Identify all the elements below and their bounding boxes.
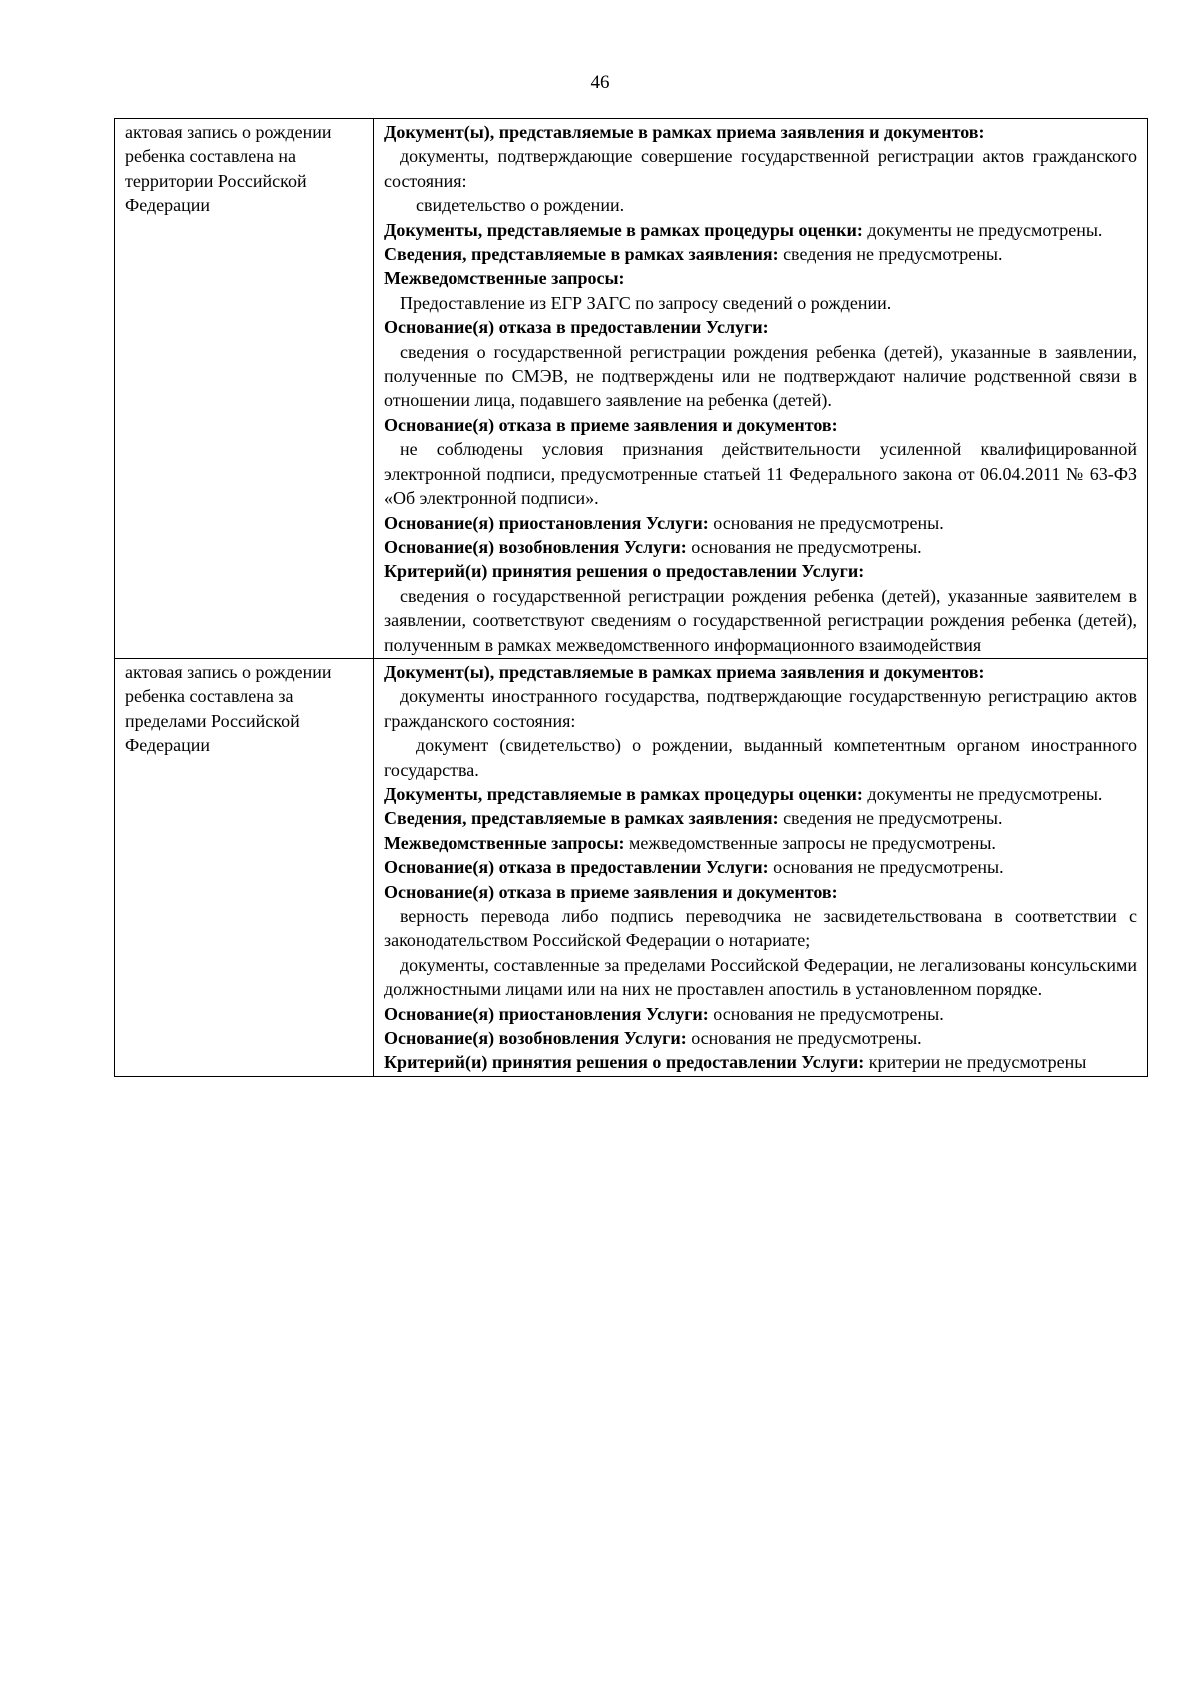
resumption-paragraph bbox=[384, 535, 1137, 559]
documents-title: Документ(ы), представляемые в рамках приема заявления и документов: bbox=[384, 661, 985, 682]
resumption-title: Основание(я) возобновления Услуги: bbox=[384, 1028, 687, 1049]
evaluation-title: Документы, представляемые в рамках процедуры оценки: bbox=[384, 219, 863, 240]
documents-text: документы иностранного государства, подтверждающие государственную регистрацию актов гражданского состояния: bbox=[384, 686, 1137, 731]
suspension-text: основания не предусмотрены. bbox=[708, 512, 944, 533]
documents-sub: свидетельство о рождении. bbox=[416, 195, 625, 216]
resumption-text: основания не предусмотрены. bbox=[686, 536, 922, 557]
resumption-paragraph bbox=[384, 1026, 1137, 1050]
table-row bbox=[115, 119, 1148, 659]
criteria-text: сведения о государственной регистрации рождения ребенка (детей), указанные заявителем в заявлении, соответствуют сведениям о государственной регистрации рождения ребенка (детей), полученным в рамках межведомственного информационного взаимодействия bbox=[384, 585, 1137, 655]
refusal-service-paragraph bbox=[384, 855, 1137, 879]
evaluation-text: документы не предусмотрены. bbox=[862, 219, 1103, 240]
refusal-service-title: Основание(я) отказа в предоставлении Услуги: bbox=[384, 857, 769, 878]
requests-text: межведомственные запросы не предусмотрены. bbox=[624, 832, 996, 853]
details-cell bbox=[374, 658, 1148, 1076]
service-conditions-table bbox=[114, 118, 1148, 1077]
refusal-service-title: Основание(я) отказа в предоставлении Услуги: bbox=[384, 317, 769, 338]
suspension-title: Основание(я) приостановления Услуги: bbox=[384, 512, 709, 533]
info-title: Сведения, представляемые в рамках заявления: bbox=[384, 244, 779, 265]
info-text: сведения не предусмотрены. bbox=[778, 808, 1003, 829]
condition-cell bbox=[115, 119, 374, 659]
resumption-text: основания не предусмотрены. bbox=[686, 1028, 922, 1049]
page-number: 46 bbox=[590, 72, 610, 93]
documents-sub: документ (свидетельство) о рождении, выданный компетентным органом иностранного государства. bbox=[384, 735, 1137, 780]
details-cell bbox=[374, 119, 1148, 659]
suspension-text: основания не предусмотрены. bbox=[708, 1003, 944, 1024]
evaluation-title: Документы, представляемые в рамках процедуры оценки: bbox=[384, 783, 863, 804]
info-paragraph bbox=[384, 806, 1137, 830]
info-text: сведения не предусмотрены. bbox=[778, 244, 1003, 265]
condition-cell bbox=[115, 658, 374, 1076]
requests-text: Предоставление из ЕГР ЗАГС по запросу сведений о рождении. bbox=[400, 292, 892, 313]
refusal-accept-text-2: документы, составленные за пределами Российской Федерации, не легализованы консульскими должностными лицами или на них не проставлен апостиль в установленном порядке. bbox=[384, 954, 1137, 1000]
condition-text: актовая запись о рождении ребенка составлена за пределами Российской Федерации bbox=[125, 661, 332, 756]
evaluation-text: документы не предусмотрены. bbox=[862, 783, 1103, 804]
condition-text: актовая запись о рождении ребенка составлена на территории Российской Федерации bbox=[125, 122, 332, 216]
refusal-accept-text-1: верность перевода либо подпись переводчика не засвидетельствована в соответствии с законодательством Российской Федерации о нотариате; bbox=[384, 906, 1137, 951]
info-paragraph bbox=[384, 242, 1137, 266]
requests-title: Межведомственные запросы: bbox=[384, 268, 625, 289]
info-title: Сведения, представляемые в рамках заявления: bbox=[384, 808, 779, 829]
suspension-paragraph bbox=[384, 511, 1137, 535]
refusal-accept-text: не соблюдены условия признания действительности усиленной квалифицированной электронной подписи, предусмотренные статьей 11 Федерального закона от 06.04.2011 № 63-ФЗ «Об электронной подписи». bbox=[384, 439, 1137, 509]
documents-text: документы, подтверждающие совершение государственной регистрации актов гражданского состояния: bbox=[384, 146, 1137, 191]
refusal-service-text: основания не предусмотрены. bbox=[768, 857, 1004, 878]
criteria-paragraph bbox=[384, 1050, 1137, 1074]
documents-title: Документ(ы), представляемые в рамках приема заявления и документов: bbox=[384, 122, 985, 142]
criteria-text: критерии не предусмотрены bbox=[864, 1052, 1087, 1073]
refusal-service-text: сведения о государственной регистрации рождения ребенка (детей), указанные в заявлении, полученные по СМЭВ, не подтверждены или не подтверждают наличие родственной связи в отношении лица, подавшего заявление на ребенка (детей). bbox=[384, 341, 1137, 411]
resumption-title: Основание(я) возобновления Услуги: bbox=[384, 536, 687, 557]
refusal-accept-title: Основание(я) отказа в приеме заявления и документов: bbox=[384, 414, 838, 435]
suspension-title: Основание(я) приостановления Услуги: bbox=[384, 1003, 709, 1024]
criteria-title: Критерий(и) принятия решения о предоставлении Услуги: bbox=[384, 561, 865, 582]
evaluation-paragraph bbox=[384, 782, 1137, 806]
suspension-paragraph bbox=[384, 1002, 1137, 1026]
evaluation-paragraph bbox=[384, 218, 1137, 242]
requests-paragraph bbox=[384, 831, 1137, 855]
refusal-accept-title: Основание(я) отказа в приеме заявления и документов: bbox=[384, 881, 838, 902]
criteria-title: Критерий(и) принятия решения о предоставлении Услуги: bbox=[384, 1052, 865, 1073]
requests-title: Межведомственные запросы: bbox=[384, 832, 625, 853]
table-row bbox=[115, 658, 1148, 1076]
